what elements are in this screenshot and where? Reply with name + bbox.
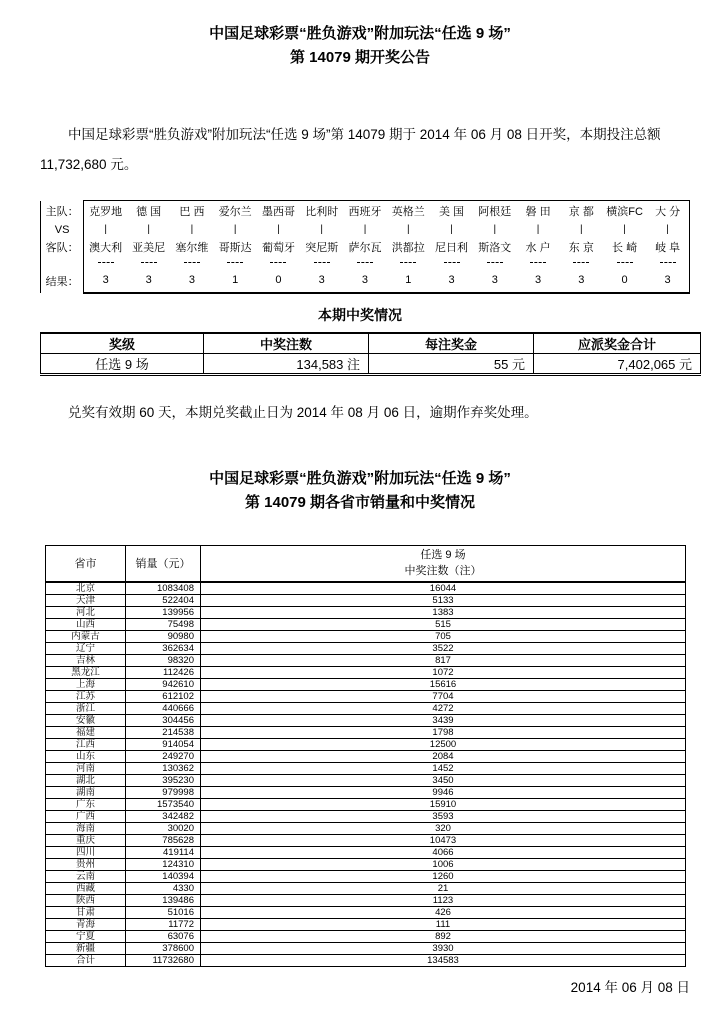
home-team-cell: 德 国 — [127, 201, 170, 222]
home-team-cell: 美 国 — [430, 201, 473, 222]
wins-value-cell: 3522 — [201, 643, 686, 655]
sales-value-cell: 378600 — [126, 943, 201, 955]
table-row — [46, 655, 686, 667]
sales-value-cell: 140394 — [126, 871, 201, 883]
dash-row-label — [41, 257, 84, 269]
result-cell: 0 — [257, 269, 300, 293]
table-row — [46, 739, 686, 751]
prize-data-row — [41, 353, 701, 374]
away-team-cell: 澳大利 — [89, 242, 123, 254]
table-row — [46, 679, 686, 691]
table-row — [46, 871, 686, 883]
dash-line — [487, 262, 503, 263]
away-team-cell: 东 京 — [568, 242, 594, 254]
home-team-cell: 京 都 — [560, 201, 603, 222]
dash-line — [400, 262, 416, 263]
vs-bar-cell: | — [450, 224, 453, 235]
province-name-cell: 合计 — [46, 955, 126, 967]
dash-cell — [603, 257, 646, 269]
wins-value-cell: 3439 — [201, 715, 686, 727]
wins-value-cell: 7704 — [201, 691, 686, 703]
sales-value-cell: 1083408 — [126, 582, 201, 595]
home-team-cell: 横滨FC — [603, 201, 646, 222]
province-name-cell: 黑龙江 — [46, 667, 126, 679]
table-row — [46, 943, 686, 955]
province-name-cell: 上海 — [46, 679, 126, 691]
results-row — [41, 269, 690, 293]
province-header-row — [46, 545, 686, 582]
vs-row — [41, 222, 690, 238]
vs-bar-cell: | — [406, 224, 410, 235]
prize-section-heading: 本期中奖情况 — [318, 306, 402, 323]
away-team-cell: 萨尔瓦 — [348, 242, 382, 254]
vs-bar-cell: | — [233, 224, 237, 235]
away-team-cell: 岐 阜 — [655, 242, 681, 254]
home-team-cell: 大 分 — [646, 201, 689, 222]
table-row — [46, 727, 686, 739]
table-row — [46, 691, 686, 703]
prize-total-value: 7,402,065 元 — [534, 353, 701, 374]
dash-line — [444, 262, 460, 263]
announcement-date: 2014 年 06 月 08 日 — [570, 980, 690, 995]
province-name-cell: 宁夏 — [46, 931, 126, 943]
home-team-cell: 墨西哥 — [257, 201, 300, 222]
table-row — [46, 751, 686, 763]
dash-line — [573, 262, 589, 263]
table-row — [46, 799, 686, 811]
province-table-body — [46, 582, 686, 967]
table-row — [46, 919, 686, 931]
away-team-cell: 葡萄牙 — [261, 242, 295, 254]
dash-cell — [300, 257, 343, 269]
home-row-label: 主队： — [41, 201, 84, 222]
wins-value-cell: 1006 — [201, 859, 686, 871]
sales-value-cell: 214538 — [126, 727, 201, 739]
dash-line — [227, 262, 243, 263]
away-team-cell: 塞尔维 — [175, 242, 209, 254]
dash-cell — [387, 257, 430, 269]
province-section-title — [0, 467, 720, 515]
dash-line — [184, 262, 200, 263]
sales-value-cell: 785628 — [126, 835, 201, 847]
prize-header-total: 应派奖金合计 — [534, 333, 701, 354]
table-row — [46, 787, 686, 799]
home-team-cell: 巴 西 — [170, 201, 213, 222]
dash-cell — [257, 257, 300, 269]
dash-cell — [430, 257, 473, 269]
province-name-cell: 云南 — [46, 871, 126, 883]
away-team-cell: 亚美尼 — [132, 242, 166, 254]
province-name-cell: 海南 — [46, 823, 126, 835]
province-name-cell: 重庆 — [46, 835, 126, 847]
result-cell: 3 — [430, 269, 473, 293]
sales-value-cell: 914054 — [126, 739, 201, 751]
province-name-cell: 浙江 — [46, 703, 126, 715]
table-row — [46, 823, 686, 835]
table-row — [46, 715, 686, 727]
province-header-game-line1: 任选 9 场 — [420, 549, 466, 562]
result-cell: 3 — [343, 269, 386, 293]
wins-value-cell: 320 — [201, 823, 686, 835]
away-row-label: 客队： — [41, 238, 84, 257]
vs-bar-cell: | — [320, 224, 324, 235]
vs-row-label: VS — [41, 222, 84, 238]
dash-line — [98, 262, 114, 263]
province-name-cell: 湖南 — [46, 787, 126, 799]
sales-value-cell: 98320 — [126, 655, 201, 667]
province-name-cell: 四川 — [46, 847, 126, 859]
vs-bar-cell: | — [493, 224, 497, 235]
province-name-cell: 辽宁 — [46, 643, 126, 655]
dash-cell — [646, 257, 689, 269]
wins-value-cell: 1383 — [201, 607, 686, 619]
dash-cell — [473, 257, 516, 269]
away-team-cell: 水 户 — [525, 242, 551, 254]
table-row — [46, 763, 686, 775]
province-name-cell: 河北 — [46, 607, 126, 619]
vs-bar-cell: | — [147, 224, 150, 235]
vs-bar-cell: | — [580, 224, 583, 235]
province-name-cell: 吉林 — [46, 655, 126, 667]
dash-line — [660, 262, 676, 263]
home-team-cell: 阿根廷 — [473, 201, 516, 222]
dash-cell — [560, 257, 603, 269]
away-team-cell: 突尼斯 — [305, 242, 339, 254]
away-team-cell: 尼日利 — [435, 242, 469, 254]
table-row — [46, 907, 686, 919]
result-cell: 3 — [516, 269, 559, 293]
dash-cell — [214, 257, 257, 269]
sales-value-cell: 522404 — [126, 595, 201, 607]
prize-header-row — [41, 333, 701, 354]
wins-value-cell: 3930 — [201, 943, 686, 955]
wins-value-cell: 5133 — [201, 595, 686, 607]
province-name-cell: 广西 — [46, 811, 126, 823]
table-row — [46, 643, 686, 655]
sales-value-cell: 395230 — [126, 775, 201, 787]
vs-bar-cell: | — [190, 224, 194, 235]
prize-header-level: 奖级 — [41, 333, 204, 354]
prize-header-per-bet: 每注奖金 — [369, 333, 534, 354]
table-row — [46, 775, 686, 787]
table-row — [46, 883, 686, 895]
table-row — [46, 667, 686, 679]
result-cell: 3 — [560, 269, 603, 293]
table-row — [46, 931, 686, 943]
province-name-cell: 山东 — [46, 751, 126, 763]
province-name-cell: 甘肃 — [46, 907, 126, 919]
result-cell: 3 — [300, 269, 343, 293]
province-name-cell: 天津 — [46, 595, 126, 607]
wins-value-cell: 4272 — [201, 703, 686, 715]
result-cell: 0 — [603, 269, 646, 293]
away-team-cell: 斯洛文 — [478, 242, 512, 254]
dash-cell — [127, 257, 170, 269]
result-row-label: 结果： — [41, 269, 84, 293]
wins-value-cell: 1260 — [201, 871, 686, 883]
table-row — [46, 607, 686, 619]
wins-value-cell: 515 — [201, 619, 686, 631]
result-cell: 1 — [214, 269, 257, 293]
dash-line — [530, 262, 546, 263]
table-row — [46, 582, 686, 595]
sales-value-cell: 51016 — [126, 907, 201, 919]
sales-value-cell: 139486 — [126, 895, 201, 907]
wins-value-cell: 1072 — [201, 667, 686, 679]
sales-value-cell: 11772 — [126, 919, 201, 931]
wins-value-cell: 2084 — [201, 751, 686, 763]
province-name-cell: 陕西 — [46, 895, 126, 907]
away-team-cell: 洪都拉 — [391, 242, 425, 254]
province-sales-table — [45, 545, 686, 968]
sales-value-cell: 419114 — [126, 847, 201, 859]
table-row — [46, 847, 686, 859]
province-section-title-line2: 第 14079 期各省市销量和中奖情况 — [244, 493, 476, 511]
table-row — [46, 835, 686, 847]
home-team-cell: 克罗地 — [84, 201, 127, 222]
vs-bar-cell: | — [104, 224, 107, 235]
wins-value-cell: 15616 — [201, 679, 686, 691]
dash-line — [141, 262, 157, 263]
province-name-cell: 北京 — [46, 582, 126, 595]
wins-value-cell: 10473 — [201, 835, 686, 847]
wins-value-cell: 134583 — [201, 955, 686, 967]
province-header-game-line2: 中奖注数（注） — [404, 565, 482, 578]
wins-value-cell: 892 — [201, 931, 686, 943]
result-cell: 3 — [127, 269, 170, 293]
sales-value-cell: 75498 — [126, 619, 201, 631]
wins-value-cell: 16044 — [201, 582, 686, 595]
dash-cell — [170, 257, 213, 269]
province-name-cell: 福建 — [46, 727, 126, 739]
sales-value-cell: 124310 — [126, 859, 201, 871]
prize-level-value: 任选 9 场 — [41, 353, 204, 374]
wins-value-cell: 12500 — [201, 739, 686, 751]
prize-per-bet-value: 55 元 — [369, 353, 534, 374]
prize-count-value: 134,583 注 — [204, 353, 369, 374]
result-cell: 3 — [473, 269, 516, 293]
prize-summary-table — [40, 332, 701, 376]
away-teams-row — [41, 238, 690, 257]
wins-value-cell: 1798 — [201, 727, 686, 739]
table-row — [46, 595, 686, 607]
result-cell: 1 — [387, 269, 430, 293]
wins-value-cell: 111 — [201, 919, 686, 931]
wins-value-cell: 1123 — [201, 895, 686, 907]
table-row — [46, 703, 686, 715]
sales-value-cell: 942610 — [126, 679, 201, 691]
province-name-cell: 内蒙古 — [46, 631, 126, 643]
separator-dash-row — [41, 257, 690, 269]
home-team-cell: 西班牙 — [343, 201, 386, 222]
sales-value-cell: 90980 — [126, 631, 201, 643]
table-row — [46, 859, 686, 871]
wins-value-cell: 705 — [201, 631, 686, 643]
province-name-cell: 山西 — [46, 619, 126, 631]
province-name-cell: 广东 — [46, 799, 126, 811]
sales-value-cell: 63076 — [126, 931, 201, 943]
dash-line — [314, 262, 330, 263]
province-name-cell: 湖北 — [46, 775, 126, 787]
page-title-line2: 第 14079 期开奖公告 — [289, 49, 431, 66]
wins-value-cell: 426 — [201, 907, 686, 919]
home-team-cell: 磐 田 — [516, 201, 559, 222]
home-teams-row — [41, 201, 690, 222]
province-section-title-line1: 中国足球彩票“胜负游戏”附加玩法“任选 9 场” — [209, 469, 511, 487]
wins-value-cell: 15910 — [201, 799, 686, 811]
table-row — [46, 895, 686, 907]
result-cell: 3 — [84, 269, 127, 293]
table-row — [46, 631, 686, 643]
sales-value-cell: 249270 — [126, 751, 201, 763]
wins-value-cell: 3450 — [201, 775, 686, 787]
wins-value-cell: 1452 — [201, 763, 686, 775]
sales-value-cell: 1573540 — [126, 799, 201, 811]
dash-line — [617, 262, 633, 263]
page-title — [0, 0, 720, 70]
province-name-cell: 西藏 — [46, 883, 126, 895]
match-results-table — [40, 200, 690, 294]
dash-cell — [84, 257, 127, 269]
redeem-deadline-note: 兑奖有效期 60 天，本期兑奖截止日为 2014 年 08 月 06 日，逾期作弃奖处理。 — [68, 404, 538, 420]
province-name-cell: 河南 — [46, 763, 126, 775]
away-team-cell: 哥斯达 — [218, 242, 252, 254]
province-name-cell: 安徽 — [46, 715, 126, 727]
home-team-cell: 英格兰 — [387, 201, 430, 222]
total-row — [46, 955, 686, 967]
sales-value-cell: 30020 — [126, 823, 201, 835]
sales-value-cell: 11732680 — [126, 955, 201, 967]
sales-value-cell: 4330 — [126, 883, 201, 895]
dash-cell — [516, 257, 559, 269]
sales-value-cell: 130362 — [126, 763, 201, 775]
page-title-line1: 中国足球彩票“胜负游戏”附加玩法“任选 9 场” — [209, 25, 511, 42]
dash-line — [270, 262, 286, 263]
wins-value-cell: 3593 — [201, 811, 686, 823]
wins-value-cell: 817 — [201, 655, 686, 667]
home-team-cell: 爱尔兰 — [214, 201, 257, 222]
vs-bar-cell: | — [623, 224, 626, 235]
dash-cell — [343, 257, 386, 269]
wins-value-cell: 4066 — [201, 847, 686, 859]
sales-value-cell: 304456 — [126, 715, 201, 727]
home-team-cell: 比利时 — [300, 201, 343, 222]
province-name-cell: 青海 — [46, 919, 126, 931]
result-cell: 3 — [170, 269, 213, 293]
sales-value-cell: 342482 — [126, 811, 201, 823]
dash-line — [357, 262, 373, 263]
province-header-name: 省市 — [46, 545, 126, 582]
vs-bar-cell: | — [536, 224, 540, 235]
sales-value-cell: 139956 — [126, 607, 201, 619]
sales-value-cell: 612102 — [126, 691, 201, 703]
sales-value-cell: 440666 — [126, 703, 201, 715]
table-row — [46, 619, 686, 631]
wins-value-cell: 21 — [201, 883, 686, 895]
intro-paragraph: 中国足球彩票“胜负游戏”附加玩法“任选 9 场”第 14079 期于 2014 年 06 月 08 日开奖，本期投注总额 11,732,680 元。 — [40, 127, 661, 172]
sales-value-cell: 362634 — [126, 643, 201, 655]
province-header-game — [201, 545, 686, 582]
result-cell: 3 — [646, 269, 689, 293]
province-name-cell: 新疆 — [46, 943, 126, 955]
vs-bar-cell: | — [277, 224, 280, 235]
away-team-cell: 长 崎 — [612, 242, 638, 254]
province-name-cell: 江苏 — [46, 691, 126, 703]
wins-value-cell: 9946 — [201, 787, 686, 799]
sales-value-cell: 112426 — [126, 667, 201, 679]
province-name-cell: 贵州 — [46, 859, 126, 871]
province-name-cell: 江西 — [46, 739, 126, 751]
prize-header-count: 中奖注数 — [204, 333, 369, 354]
vs-bar-cell: | — [666, 224, 669, 235]
sales-value-cell: 979998 — [126, 787, 201, 799]
table-row — [46, 811, 686, 823]
vs-bar-cell: | — [363, 224, 367, 235]
province-header-sales: 销量（元） — [126, 545, 201, 582]
